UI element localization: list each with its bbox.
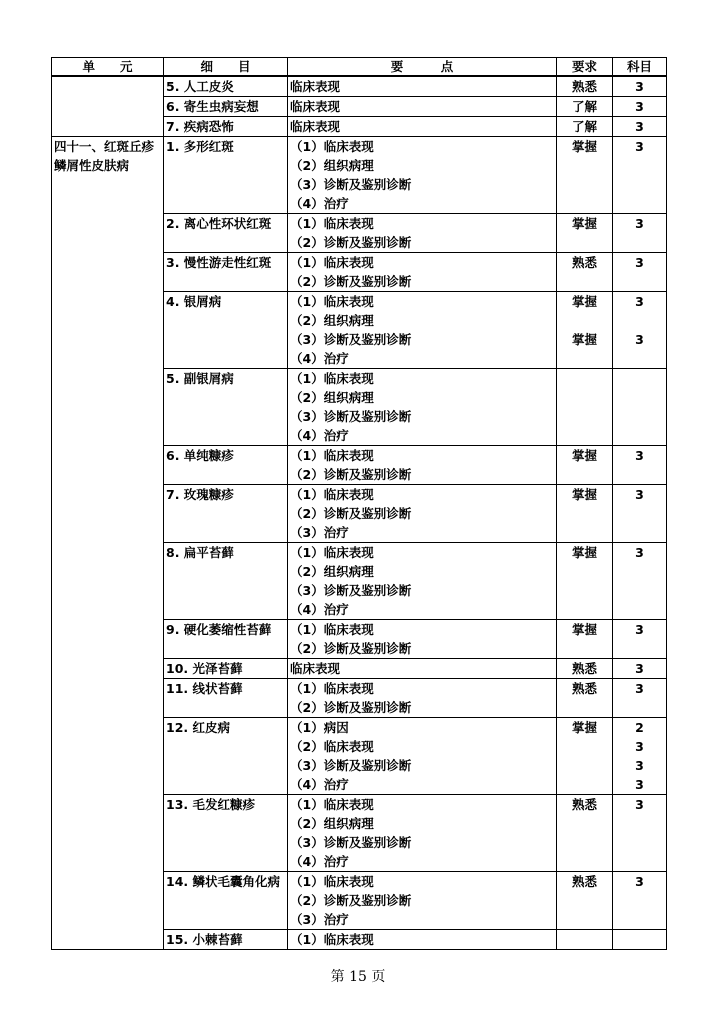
point-line: （2）诊断及鉴别诊断 [290, 274, 412, 289]
req-level: 掌握 [557, 543, 613, 620]
points-cell [288, 446, 557, 485]
point-line: （2）诊断及鉴别诊断 [290, 235, 412, 250]
subject-num: 3 [613, 253, 667, 292]
point-line: （1）临床表现 [290, 371, 374, 386]
item-name: 6. 单纯糠疹 [164, 446, 288, 485]
point-line: （4）治疗 [290, 351, 349, 366]
points-cell [288, 872, 557, 930]
item-name: 7. 疾病恐怖 [164, 117, 288, 137]
point-line: （2）诊断及鉴别诊断 [290, 700, 412, 715]
sub-line: 3 [635, 332, 644, 347]
subject-num: 3 [613, 76, 667, 97]
item-name: 2. 离心性环状红斑 [164, 214, 288, 253]
req-level: 熟悉 [557, 872, 613, 930]
points-cell [288, 485, 557, 543]
point-text: 临床表现 [288, 117, 557, 137]
req-level: 掌握 [557, 137, 613, 214]
points-cell [288, 718, 557, 795]
point-line: （2）诊断及鉴别诊断 [290, 467, 412, 482]
point-line: （2）诊断及鉴别诊断 [290, 893, 412, 908]
sub-line: 3 [635, 294, 644, 309]
header-row [52, 58, 667, 77]
point-line: （4）治疗 [290, 602, 349, 617]
req-level: 掌握 [557, 485, 613, 543]
subject-num: 3 [613, 97, 667, 117]
points-cell [288, 292, 557, 369]
subject-num: 3 [613, 872, 667, 930]
point-line: （1）临床表现 [290, 255, 374, 270]
sub-line: 2 [635, 720, 644, 735]
point-line: （3）诊断及鉴别诊断 [290, 835, 412, 850]
points-cell [288, 543, 557, 620]
subject-num: 3 [613, 214, 667, 253]
point-line: （1）临床表现 [290, 622, 374, 637]
req-level: 熟悉 [557, 679, 613, 718]
point-line: （1）临床表现 [290, 294, 374, 309]
point-line: （1）病因 [290, 720, 349, 735]
subject-num: 3 [613, 446, 667, 485]
point-line: （1）临床表现 [290, 216, 374, 231]
subject-num: 3 [613, 620, 667, 659]
req-level: 了解 [557, 97, 613, 117]
point-line: （2）诊断及鉴别诊断 [290, 641, 412, 656]
point-line: （1）临床表现 [290, 681, 374, 696]
req-level: 熟悉 [557, 659, 613, 679]
points-cell [288, 369, 557, 446]
point-line: （4）治疗 [290, 777, 349, 792]
point-line: （4）治疗 [290, 196, 349, 211]
table-row [52, 137, 667, 214]
subject-num: 3 [613, 543, 667, 620]
col-header-points: 要 点 [288, 58, 557, 77]
points-cell [288, 795, 557, 872]
point-line: （3）诊断及鉴别诊断 [290, 177, 412, 192]
subject-num: 3 [613, 137, 667, 214]
point-line: （3）诊断及鉴别诊断 [290, 583, 412, 598]
points-cell [288, 620, 557, 659]
req-level: 掌握 [557, 718, 613, 795]
point-text: 临床表现 [288, 97, 557, 117]
points-cell [288, 137, 557, 214]
point-line: （2）组织病理 [290, 158, 374, 173]
item-name: 1. 多形红斑 [164, 137, 288, 214]
item-name: 7. 玫瑰糠疹 [164, 485, 288, 543]
item-name: 13. 毛发红糠疹 [164, 795, 288, 872]
col-header-unit: 单 元 [52, 58, 164, 77]
req-level: 掌握 [557, 620, 613, 659]
points-cell [288, 253, 557, 292]
item-name: 3. 慢性游走性红斑 [164, 253, 288, 292]
page-number: 第 15 页 [330, 969, 386, 985]
point-line: （3）诊断及鉴别诊断 [290, 409, 412, 424]
points-cell [288, 930, 557, 950]
item-name: 6. 寄生虫病妄想 [164, 97, 288, 117]
point-line: （1）临床表现 [290, 487, 374, 502]
points-cell [288, 679, 557, 718]
points-cell [288, 214, 557, 253]
point-line: （1）临床表现 [290, 448, 374, 463]
col-header-subject: 科目 [613, 58, 667, 77]
point-line: （3）诊断及鉴别诊断 [290, 332, 412, 347]
item-name: 11. 线状苔藓 [164, 679, 288, 718]
item-name: 14. 鳞状毛囊角化病 [164, 872, 288, 930]
point-line: （1）临床表现 [290, 139, 374, 154]
point-line: （3）诊断及鉴别诊断 [290, 758, 412, 773]
req-level: 了解 [557, 117, 613, 137]
item-name: 15. 小棘苔藓 [164, 930, 288, 950]
col-header-req: 要求 [557, 58, 613, 77]
table-row [52, 76, 667, 97]
item-name: 5. 副银屑病 [164, 369, 288, 446]
syllabus-table [51, 57, 667, 950]
point-line: （1）临床表现 [290, 874, 374, 889]
point-line: （3）治疗 [290, 525, 349, 540]
point-line: （2）组织病理 [290, 313, 374, 328]
point-line: （2）诊断及鉴别诊断 [290, 506, 412, 521]
sub-line: 3 [635, 758, 644, 773]
item-name: 4. 银屑病 [164, 292, 288, 369]
subject-num: 3 [613, 485, 667, 543]
item-name: 12. 红皮病 [164, 718, 288, 795]
point-line: （1）临床表现 [290, 797, 374, 812]
subject-num: 3 [613, 679, 667, 718]
subject-num [613, 369, 667, 446]
req-line: 掌握 [571, 332, 597, 347]
req-level: 熟悉 [557, 253, 613, 292]
unit-cell-continued [52, 76, 164, 137]
req-level: 熟悉 [557, 76, 613, 97]
sub-line: 3 [635, 777, 644, 792]
req-level: 掌握 [557, 214, 613, 253]
col-header-item: 细 目 [164, 58, 288, 77]
point-line: （3）治疗 [290, 912, 349, 927]
point-line: （2）组织病理 [290, 390, 374, 405]
point-line: （2）组织病理 [290, 564, 374, 579]
req-level: 熟悉 [557, 795, 613, 872]
item-name: 8. 扁平苔藓 [164, 543, 288, 620]
point-line: （1）临床表现 [290, 932, 374, 947]
point-text: 临床表现 [288, 76, 557, 97]
item-name: 10. 光泽苔藓 [164, 659, 288, 679]
req-level [557, 369, 613, 446]
item-name: 5. 人工皮炎 [164, 76, 288, 97]
req-level-multi [557, 292, 613, 369]
point-line: （1）临床表现 [290, 545, 374, 560]
point-text: 临床表现 [288, 659, 557, 679]
point-line: （4）治疗 [290, 854, 349, 869]
subject-num-multi [613, 292, 667, 369]
point-line: （4）治疗 [290, 428, 349, 443]
unit-title: 四十一、红斑丘疹鳞屑性皮肤病 [52, 137, 164, 950]
subject-num: 3 [613, 117, 667, 137]
subject-num: 3 [613, 659, 667, 679]
item-name: 9. 硬化萎缩性苔藓 [164, 620, 288, 659]
sub-line: 3 [635, 739, 644, 754]
point-line: （2）临床表现 [290, 739, 374, 754]
point-line: （2）组织病理 [290, 816, 374, 831]
req-level [557, 930, 613, 950]
subject-num: 3 [613, 795, 667, 872]
req-line: 掌握 [571, 294, 597, 309]
subject-num-multi [613, 718, 667, 795]
req-level: 掌握 [557, 446, 613, 485]
subject-num [613, 930, 667, 950]
